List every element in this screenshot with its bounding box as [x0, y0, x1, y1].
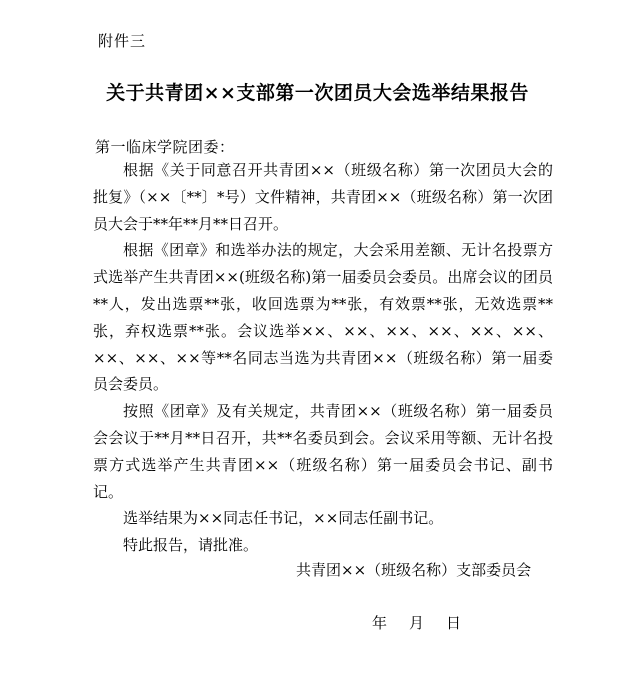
document-title: 关于共青团××支部第一次团员大会选举结果报告	[106, 82, 529, 104]
salutation: 第一临床学院团委：	[95, 138, 235, 156]
date-line	[372, 612, 461, 633]
attachment-label: 附件三	[98, 32, 147, 50]
signature-block	[93, 556, 553, 584]
paragraph-approval: 根据《关于同意召开共青团××（班级名称）第一次团员大会的批复》（××〔**〕*号）文件精神，共青团××（班级名称）第一次团员大会于**年**月**日召开。	[93, 161, 553, 233]
paragraph-closing: 特此报告，请批准。	[123, 536, 259, 555]
document-body	[93, 157, 553, 559]
paragraph-result: 选举结果为××同志任书记，××同志任副书记。	[123, 509, 444, 528]
signature-organization: 共青团××（班级名称）支部委员会	[296, 561, 532, 579]
date-day-label: 日	[446, 614, 462, 632]
paragraph-committee-meeting: 按照《团章》及有关规定，共青团××（班级名称）第一届委员会会议于**月**日召开，共**名委员到会。会议采用等额、无计名投票方式选举产生共青团××（班级名称）第一届委员会书记、副书记。	[93, 402, 553, 501]
date-year-label: 年	[372, 614, 388, 632]
paragraph-election: 根据《团章》和选举办法的规定，大会采用差额、无计名投票方式选举产生共青团××(班级名称)第一届委员会委员。出席会议的团员**人，发出选票**张，收回选票为**张，有效票**张，无效选票**张，弃权选票**张。会议选举××、××、××、××、××、××、××、××、××等**名同志当选为共青团××（班级名称）第一届委员会委员。	[93, 241, 553, 394]
date-month-label: 月	[409, 614, 425, 632]
